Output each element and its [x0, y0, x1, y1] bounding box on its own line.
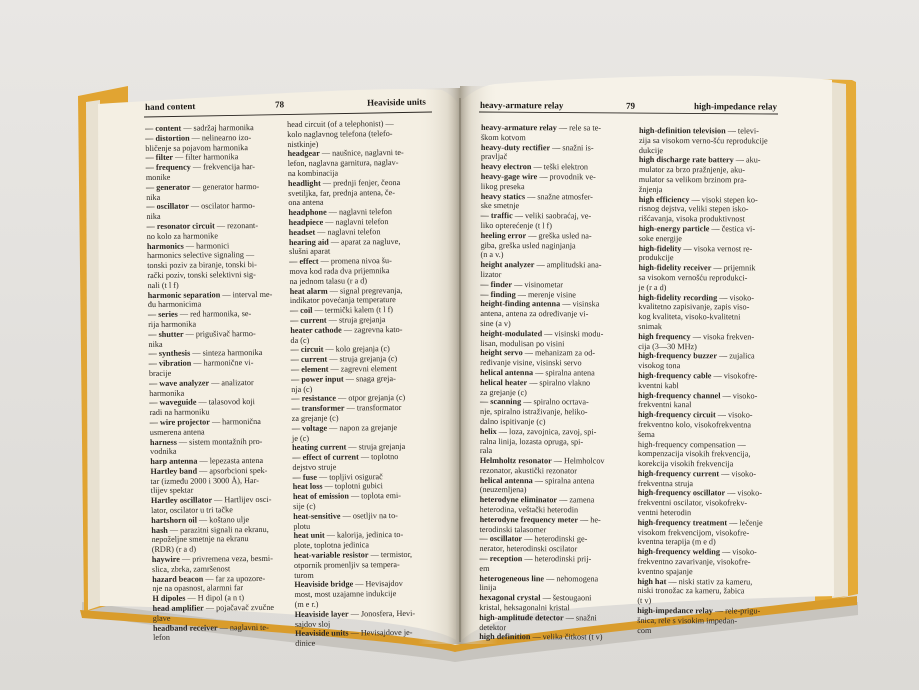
dictionary-line: niski tronožac za kameru, žabica	[637, 586, 745, 596]
dictionary-line: antena, antena za određivanje vi-	[480, 309, 589, 319]
dictionary-line: linija	[479, 583, 497, 593]
dictionary-line: soke energije	[638, 233, 682, 243]
dictionary-line: (t v)	[637, 596, 652, 606]
dictionary-line: helical antenna — spiralna antena	[480, 367, 595, 378]
dictionary-line: — circuit — kolo grejanja (c)	[290, 344, 390, 355]
dictionary-line: heat-variable resistor — termistor,	[293, 549, 413, 561]
dictionary-line: high-frequency compensation —	[637, 439, 746, 449]
dictionary-line: sa visokom vernošću reprodukci-	[638, 272, 748, 283]
dictionary-line: heavy statics — snažne atmosfer-	[480, 191, 593, 201]
dictionary-line: — effect of current — toplotno	[292, 452, 399, 463]
dictionary-line: — series — red harmonika, se-	[147, 309, 252, 320]
dictionary-line: hazard beacon — far za upozore-	[152, 573, 266, 584]
dictionary-line: frekventno zavarivanje, visokofre-	[637, 557, 751, 567]
dictionary-line: — scanning — spiralno ocrtava-	[480, 397, 589, 407]
dictionary-line: helical heater — spiralno vlakno	[480, 377, 591, 388]
dictionary-line: high-frequency buzzer — zujalica	[638, 351, 755, 361]
dictionary-line: bracije	[148, 368, 172, 378]
dictionary-line: tar (između 2000 i 3000 Å), Har-	[150, 475, 259, 486]
dictionary-line: high frequency — visoka frekven-	[638, 331, 755, 342]
dictionary-line: lefon	[153, 633, 170, 643]
dictionary-line: na jednom talasu (r a d)	[289, 276, 368, 286]
dictionary-line: high-definition television — televi-	[638, 126, 759, 136]
dictionary-line: rija harmonika	[148, 319, 197, 329]
dictionary-line: heeling error — greška usled na-	[480, 230, 592, 241]
dictionary-line: svetiljka, far, prednja antena, če-	[288, 187, 395, 198]
dictionary-line: plote, toplotna jedinica	[293, 540, 370, 551]
dictionary-line: radi na harmoniku	[149, 407, 210, 418]
dictionary-line: headpiece — naglavni telefon	[288, 217, 389, 227]
dictionary-line: žnjenja	[638, 184, 663, 194]
dictionary-line: ske smetnje	[480, 201, 520, 211]
dictionary-line: nje na opasnost, alarmni far	[152, 583, 244, 594]
dictionary-line: height analyzer — amplitudski ana-	[480, 260, 602, 270]
dictionary-line: šnica, rele s visokim impedan-	[637, 615, 738, 626]
dictionary-line: — resonator circuit — rezonant-	[146, 220, 259, 231]
dictionary-line: heterogeneous line — nehomogena	[479, 573, 599, 584]
dictionary-line: Hartley band — apsorbcioni spek-	[150, 465, 268, 476]
dictionary-line: za grejanje (c)	[480, 387, 527, 397]
left-page-column-1	[145, 123, 291, 643]
dictionary-line: glave	[152, 613, 171, 623]
dictionary-line: helix — loza, zavojnica, zavoj, spi-	[479, 426, 597, 437]
dictionary-line: vodnika	[150, 447, 177, 457]
dictionary-line: headlight — prednji fenjer, čeona	[287, 177, 401, 188]
dictionary-line: sajdov sloj	[294, 619, 331, 629]
dictionary-line: visokom frekvencijom, visokofre-	[637, 527, 750, 538]
dictionary-line: — content — sadržaj harmonika	[145, 123, 254, 133]
dictionary-line: high-fidelity — visoka vernost re-	[638, 243, 753, 253]
dictionary-line: high efficiency — visoki stepen ko-	[638, 194, 758, 204]
right-page-number: 79	[625, 100, 635, 111]
dictionary-line: height-finding antenna — visinska	[480, 299, 600, 309]
dictionary-line: headset — naglavni telefon	[288, 226, 381, 237]
dictionary-line: rišćavanja, visoka produktivnost	[638, 214, 745, 224]
dictionary-line: kompenzacija visokih frekvencija,	[637, 449, 751, 459]
dictionary-line: — filter — filter harmonika	[145, 152, 239, 163]
dictionary-line: ventni heterodin	[637, 508, 692, 518]
dictionary-line: high definition — velika čitkost (t v)	[479, 632, 603, 642]
dictionary-line: headgear — naušnice, naglavni te-	[287, 148, 404, 159]
dictionary-line: mova kod rada dva prijemnika	[289, 266, 390, 276]
dictionary-line: — generator — generator harmo-	[145, 181, 260, 192]
dictionary-line: heavy-armature relay — rele sa te-	[480, 123, 601, 133]
dictionary-line: high-fidelity recording — visoko-	[638, 292, 755, 302]
dictionary-line: — wire projector — harmonična	[149, 416, 261, 427]
dictionary-line: — resistance — otpor grejanja (c)	[291, 393, 406, 404]
dictionary-line: harp antenna — lepezasta antena	[150, 456, 264, 467]
dictionary-line: helical antenna — spiralna antena	[479, 475, 595, 486]
dictionary-line: slušni aparat	[289, 246, 331, 257]
dictionary-line: nika	[146, 192, 161, 202]
dictionary-line: da (c)	[290, 335, 310, 345]
dictionary-line: terodinski talasomer	[479, 524, 547, 534]
dictionary-line: high-frequency oscillator — visoko-	[637, 488, 762, 498]
dictionary-line: — current — struja grejanja	[290, 315, 386, 325]
dictionary-line: high-fidelity receiver — prijemnik	[638, 263, 756, 273]
dictionary-line: haywire — privremena veza, besmi-	[151, 553, 273, 565]
dictionary-line: heavy-gage wire — provodnik ve-	[480, 171, 596, 182]
dictionary-line: kolo naglavnog telefona (telefo-	[287, 128, 393, 139]
dictionary-line: dejstvo struje	[292, 462, 337, 472]
dictionary-line: zija sa visokom verno-šću reprodukcije	[638, 135, 768, 146]
dictionary-line: — oscillator — heterodinski ge-	[479, 534, 588, 544]
dictionary-line: — coil — termički kalem (t l f)	[289, 305, 394, 316]
dictionary-line: heat of emission — toplota emi-	[292, 491, 402, 502]
dictionary-line: kventno spajanje	[637, 566, 693, 577]
left-header-guideword-end: Heaviside units	[366, 96, 426, 108]
dictionary-line: je (c)	[291, 433, 310, 443]
dictionary-line: lefon, naglavna garnitura, naglav-	[287, 158, 399, 169]
dictionary-line: nika	[146, 212, 161, 222]
dictionary-line: rački poziv, tonski selektivni sig-	[147, 269, 256, 280]
dictionary-line: heating current — struja grejanja	[292, 442, 406, 453]
dictionary-line: tonski poziv za biranje, tonski bi-	[147, 260, 257, 271]
dictionary-line: high-frequency treatment — lečenje	[637, 517, 763, 528]
dictionary-line: sije (c)	[293, 501, 316, 512]
left-page-column-2	[287, 119, 444, 649]
dictionary-line: korekcija visokih frekvencija	[637, 459, 734, 469]
dictionary-line: Heaviside units — Hevisajdove je-	[295, 628, 413, 639]
dictionary-line: frekventna struja	[637, 478, 694, 488]
dictionary-line: com	[637, 625, 652, 635]
dictionary-line: cija (3—30 MHz)	[638, 341, 697, 351]
dictionary-line: — wave analyzer — analizator	[149, 377, 254, 388]
dictionary-line: likog preseka	[480, 181, 525, 191]
dictionary-line: H dipoles — H dipol (a n t)	[152, 593, 245, 604]
dictionary-line: ređivanje visine, visinski servo	[480, 358, 582, 368]
dictionary-line: heterodina, veštački heterodin	[479, 505, 579, 515]
dictionary-line: heat unit — kalorija, jedinica to-	[293, 530, 404, 541]
dictionary-line: đu harmonicima	[147, 299, 202, 310]
dictionary-line: — finder — visinometar	[480, 279, 564, 290]
dictionary-line: headband receiver — naglavni te-	[152, 622, 269, 633]
right-page-column-2	[637, 126, 779, 635]
dictionary-line: — effect — promena nivoa šu-	[289, 256, 392, 267]
dictionary-line: heat alarm — signal pregrevanja,	[289, 285, 403, 296]
dictionary-line: indikator povećanja temperature	[289, 295, 396, 306]
dictionary-line: rala	[479, 446, 493, 456]
dictionary-line: frekventni kanal	[638, 400, 692, 410]
dictionary-line: — oscillator — oscilator harmo-	[146, 201, 256, 212]
dictionary-line: — current — struja grejanja (c)	[290, 354, 398, 365]
dictionary-line: — waveguide — talasovod koji	[149, 397, 255, 408]
dictionary-line: produkcije	[638, 253, 674, 263]
dictionary-line: bličenje sa pojavom harmonika	[145, 142, 248, 153]
dictionary-line: kventna terapija (m e d)	[637, 537, 716, 547]
dictionary-line: sine (a v)	[480, 318, 511, 329]
dictionary-line: (neuzemljena)	[479, 485, 527, 495]
dictionary-line: frekventni oscilator, visokofrekv-	[637, 498, 748, 508]
dictionary-line: — synthesis — sinteza harmonika	[148, 348, 263, 359]
dictionary-line: heavy-duty rectifier — snažni is-	[480, 142, 594, 152]
left-header-guideword-start: hand content	[145, 101, 196, 112]
dictionary-line: harness — sistem montažnih pro-	[149, 436, 263, 447]
dictionary-line: — voltage — napon za grejanje	[291, 422, 398, 433]
dictionary-line: high-frequency channel — visoko-	[638, 390, 758, 400]
dictionary-line: mulator za brzo pražnjenje, aku-	[638, 165, 746, 175]
dictionary-line: lisan, modulisan po visini	[480, 338, 565, 348]
dictionary-line: — distortion — nelinearno izo-	[145, 132, 252, 143]
dictionary-line: hearing aid — aparat za nagluve,	[288, 236, 401, 247]
dictionary-line: heterodyne frequency meter — he-	[479, 514, 601, 525]
dictionary-line: harmonic separation — interval me-	[147, 289, 273, 300]
dictionary-line: heterodyne eliminator — zamena	[479, 495, 595, 505]
dictionary-line: high-frequency welding — visoko-	[637, 547, 757, 557]
dictionary-line: — fuse — topljivi osigurač	[292, 471, 383, 482]
dictionary-line: nepoželjne smetnje na ekranu	[151, 534, 249, 545]
right-page-column-1	[479, 123, 633, 642]
dictionary-line: — frequency — frekvencija har-	[145, 162, 256, 173]
dictionary-line: high discharge rate battery — aku-	[638, 155, 761, 165]
dictionary-line: hartshorn oil — koštano ulje	[151, 514, 250, 525]
dictionary-line: kvalitetno zapisivanje, zapis viso-	[638, 302, 750, 312]
right-page-header	[480, 100, 780, 114]
dictionary-line: usmerena antena	[149, 427, 205, 437]
dictionary-line: nje, spiralno istraživanje, heliko-	[479, 407, 588, 417]
dictionary-line: (m e r.)	[294, 599, 319, 609]
dictionary-line: headphone — naglavni telefon	[288, 207, 393, 218]
dictionary-line: high-amplitude detector — snažni	[479, 612, 597, 623]
dictionary-line: nerator, heterodinski oscilator	[479, 544, 578, 554]
dictionary-line: hash — parazitni signali na ekranu,	[151, 524, 269, 535]
dictionary-line: otpornik promenljiv sa tempera-	[293, 559, 400, 570]
dictionary-line: Helmholtz resonator — Helmholcov	[479, 456, 605, 466]
dictionary-line: škom kotvom	[480, 132, 526, 142]
dictionary-line: ona antena	[288, 198, 324, 208]
dictionary-line: em	[479, 563, 490, 573]
dictionary-line: risnog dejstva, veliki stepen isko-	[638, 204, 749, 214]
dictionary-line: height servo — mehanizam za od-	[480, 348, 596, 358]
dictionary-line: nali (t l f)	[147, 280, 179, 290]
dictionary-line: lizator	[480, 269, 502, 280]
dictionary-line: heater cathode — zagrevna kato-	[290, 324, 403, 335]
dictionary-line: — traffic — veliki saobraćaj, ve-	[480, 211, 592, 221]
dictionary-line: Hartley oscillator — Hartlijev osci-	[150, 495, 272, 506]
dictionary-line: nistkinje)	[287, 139, 319, 149]
dictionary-line: frekventno kolo, visokofrekventna	[637, 419, 751, 430]
dictionary-line: ralna linija, lozasta opruga, spi-	[479, 436, 584, 446]
dictionary-line: Heaviside bridge — Hevisajdov	[294, 579, 403, 590]
dictionary-line: — transformer — transformator	[291, 403, 402, 414]
dictionary-line: kventni kabl	[638, 380, 679, 390]
dictionary-line: mulator sa velikom brzinom pra-	[638, 174, 747, 185]
dictionary-line: high hat — niski stativ za kameru,	[637, 576, 753, 587]
dictionary-line: detektor	[479, 622, 507, 632]
dictionary-line: high-impedance relay — rele-prigu-	[637, 606, 761, 616]
dictionary-line: harmonics — harmonici	[146, 240, 230, 251]
dictionary-line: visokog tona	[638, 361, 681, 371]
dictionary-line: dinice	[295, 638, 316, 649]
dictionary-line: na kombinacija	[287, 168, 339, 178]
dictionary-line: harmonika	[149, 388, 185, 398]
dictionary-line: head amplifier — pojačavač zvučne	[152, 602, 275, 613]
dictionary-line: hexagonal crystal — šestougaoni	[479, 593, 592, 603]
dictionary-line: high-frequency cable — visokofre-	[638, 370, 758, 381]
dictionary-line: liko opterećenje (t l f)	[480, 220, 553, 231]
dictionary-line: — vibration — harmonične vi-	[148, 358, 254, 369]
dictionary-line: pravljač	[480, 152, 508, 162]
dictionary-line: — finding — merenje visine	[480, 289, 576, 299]
dictionary-line: — element — zagrevni element	[290, 363, 397, 374]
dictionary-line: za grejanje (c)	[291, 413, 339, 423]
dictionary-line: (n a v.)	[480, 250, 504, 260]
dictionary-line: monike	[145, 172, 171, 182]
dictionary-line: heat-sensitive — osetljiv na to-	[293, 510, 398, 521]
dictionary-line: kog kvaliteta, visoko-kvalitetni	[638, 312, 741, 322]
dictionary-line: high-energy particle — čestica vi-	[638, 223, 756, 234]
dictionary-line: nika	[148, 339, 163, 349]
dictionary-line: — reception — heterodinski prij-	[479, 554, 592, 564]
dictionary-line: giba, greška usled naginjanja	[480, 240, 576, 250]
dictionary-line: tlijev spektar	[150, 486, 194, 496]
right-header-guideword-start: heavy-armature relay	[479, 100, 564, 111]
dictionary-line: je (r a d)	[638, 282, 667, 292]
dictionary-line: — power input — snaga greja-	[291, 373, 396, 384]
dictionary-line: heavy electron — teški elektron	[480, 162, 589, 172]
dictionary-line: high-frequency current — visoko-	[637, 468, 756, 479]
dictionary-line: kristal, heksagonalni kristal	[479, 603, 570, 613]
dictionary-line: high-frequency circuit — visoko-	[637, 410, 753, 420]
dictionary-line: height-modulated — visinski modu-	[480, 328, 604, 339]
dictionary-line: plotu	[293, 521, 311, 531]
dictionary-line: dukcije	[638, 145, 664, 155]
dictionary-line: harmonics selective signaling —	[147, 250, 255, 261]
dictionary-line: — shutter — prigušivač harmo-	[148, 328, 256, 339]
dictionary-line: turom	[294, 570, 314, 580]
dictionary-line: rezonator, akustički rezonator	[479, 465, 578, 476]
dictionary-line: nja (c)	[291, 384, 313, 394]
dictionary-line: head circuit (of a telephonist) —	[287, 119, 394, 129]
left-page-number: 78	[274, 99, 285, 110]
dictionary-line: dalno ispitivanje (c)	[479, 416, 546, 427]
dictionary-line: lator, oscilator u tri tačke	[151, 505, 233, 516]
right-header-guideword-end: high-impedance relay	[693, 101, 778, 112]
dictionary-line: (RDR) (r a d)	[151, 544, 197, 555]
dictionary-line: slica, zbrka, zamršenost	[151, 564, 231, 574]
dictionary-line: most, most uzajamne indukcije	[294, 589, 397, 600]
dictionary-line: no kolo za harmonike	[146, 231, 219, 241]
dictionary-line: heat loss — toplotni gubici	[292, 481, 383, 492]
dictionary-line: šema	[637, 429, 655, 439]
dictionary-line: snimak	[638, 321, 662, 332]
dictionary-line: Heaviside layer — Jonosfera, Hevi-	[294, 608, 416, 619]
